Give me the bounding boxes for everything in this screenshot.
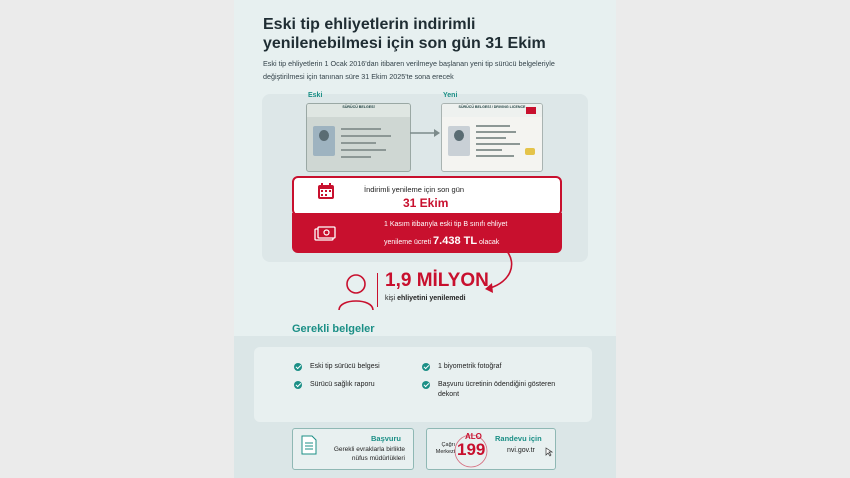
- new-license-photo: [448, 126, 470, 156]
- documents-list: [254, 347, 592, 422]
- infographic: [234, 0, 616, 478]
- check-icon: [422, 363, 430, 371]
- fee-line2: [384, 235, 499, 247]
- list-item: Başvuru ücretinin ödendiğini gösteren dekont: [438, 381, 556, 398]
- stat-caption-bold: ehliyetini yenilemedi: [397, 295, 466, 302]
- deadline-label: İndirimli yenileme için son gün: [364, 185, 465, 194]
- list-item: 1 biyometrik fotoğraf: [438, 363, 502, 370]
- stat-divider: [377, 273, 378, 307]
- intro-text: Eski tip ehliyetlerin 1 Ocak 2016'dan itibaren verilmeye başlanan yeni tip sürücü belgeleriyle değiştirilmesi için tanınan süre 31 Ekim 2025'te sona erecek: [263, 59, 555, 81]
- check-icon: [294, 381, 302, 389]
- application-text: Gerekli evraklarla birlikte nüfus müdürlükleri: [333, 446, 405, 462]
- call-center-label: Çağrı Merkezi: [435, 442, 455, 455]
- calendar-icon: [317, 183, 335, 200]
- fee-prefix: yenileme ücreti: [384, 239, 432, 246]
- headline: Eski tip ehliyetlerin indirimli yenilenebilmesi için son gün 31 Ekim: [263, 16, 546, 52]
- deadline-date: 31 Ekim: [403, 196, 449, 210]
- fee-suffix: olacak: [479, 239, 500, 246]
- stat-value: 1,9 MİLYON: [385, 270, 489, 291]
- list-item: Eski tip sürücü belgesi: [310, 363, 380, 370]
- fee-amount: 7.438 TL: [433, 235, 478, 247]
- person-icon: [334, 272, 378, 312]
- new-license-header: SÜRÜCÜ BELGESİ / DRIVING LICENCE: [442, 104, 542, 117]
- appointment-box: [426, 428, 556, 470]
- document-icon: [301, 435, 317, 455]
- application-box: [292, 428, 414, 470]
- car-icon: [525, 148, 535, 155]
- call-number: 199: [457, 440, 486, 459]
- old-license-image: [306, 103, 411, 172]
- cursor-icon: [545, 447, 553, 457]
- old-license-label: Eski: [308, 92, 323, 99]
- website-link[interactable]: nvi.gov.tr: [507, 447, 535, 454]
- list-item: Sürücü sağlık raporu: [310, 381, 375, 388]
- old-license-photo: [313, 126, 335, 156]
- new-license-image: [441, 103, 543, 172]
- fee-line1: 1 Kasım itibarıyla eski tip B sınıfı ehliyet: [384, 221, 508, 228]
- curve-arrow-icon: [484, 248, 518, 298]
- stat-caption: [385, 295, 466, 302]
- stat-caption-prefix: kişi: [385, 295, 396, 302]
- new-license-label: Yeni: [443, 92, 458, 99]
- arrow-right-icon: [410, 127, 440, 139]
- appointment-title: Randevu için: [495, 434, 542, 443]
- documents-title: Gerekli belgeler: [292, 323, 375, 335]
- application-title: Başvuru: [371, 434, 402, 443]
- check-icon: [422, 381, 430, 389]
- money-icon: [314, 226, 336, 242]
- flag-icon: [526, 107, 536, 114]
- old-license-header: SÜRÜCÜ BELGESİ: [307, 104, 410, 117]
- check-icon: [294, 363, 302, 371]
- alo-label: ALO: [465, 432, 482, 441]
